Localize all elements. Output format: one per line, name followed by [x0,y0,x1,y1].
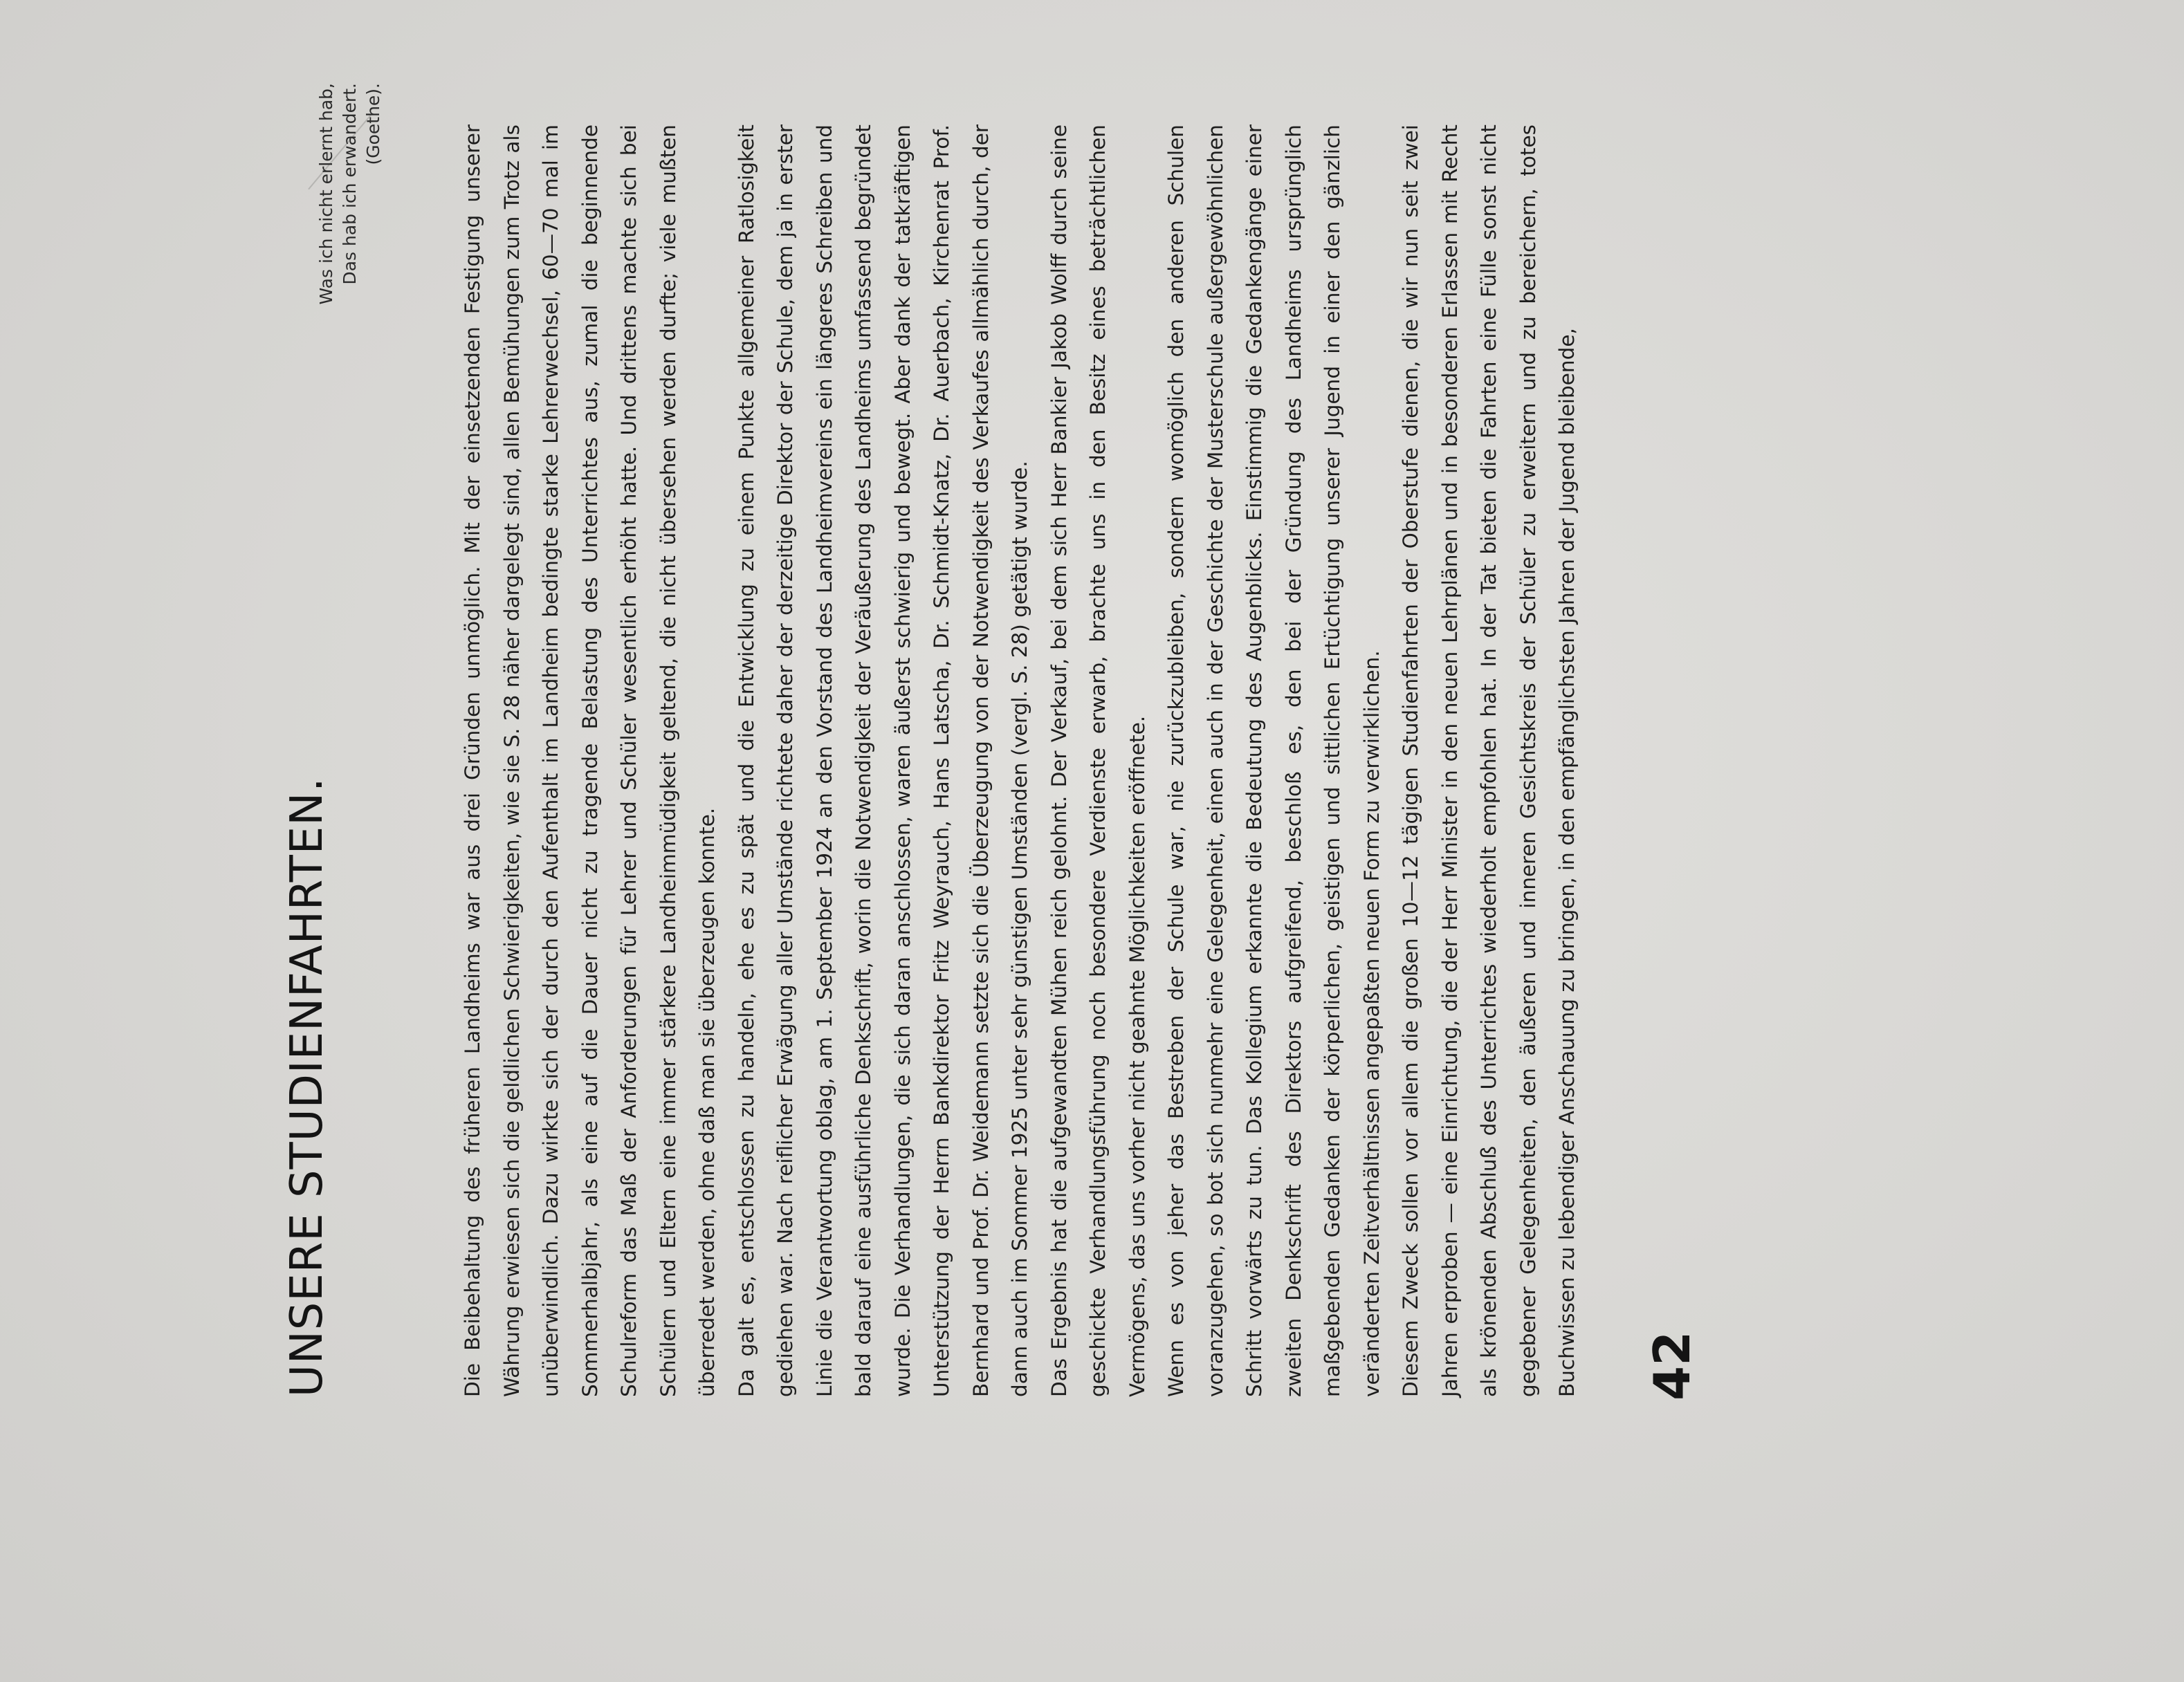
paragraph-3: Das Ergebnis hat die aufgewandten Mühen reich gelohnt. Der Verkauf, bei dem sich Herr Bankier Jakob Wolff durch seine geschickte Verhandlungsführung noch besondere Verdienste erwarb, brachte uns in den Besitz eines beträchtlichen Vermögens, das uns vorher nicht geahnte Möglichkeiten eröffnete. [1047,124,1149,1397]
rotated-document-page [273,83,1968,1515]
body-text [453,124,1587,1397]
motto-line-2: Das hab ich erwandert. [340,83,360,285]
motto-line-1: Was ich nicht erlernt hab, [316,83,336,305]
paragraph-2: Da galt es, entschlossen zu handeln, ehe es zu spät und die Entwicklung zu einem Punkte allgemeiner Ratlosigkeit gediehen war. Nach reiflicher Erwägung aller Umstände richtete daher der derzeitige Direktor der Schule, dem ja in erster Linie die Verantwortung oblag, am 1. September 1924 an den Vorstand des Landheimvereins ein längeres Schreiben und bald darauf eine ausführliche Denkschrift, worin die Notwendigkeit der Veräußerung des Landheims umfassend begründet wurde. Die Verhandlungen, die sich daran anschlossen, waren äußerst schwierig und bewegt. Aber dank der tatkräftigen Unterstützung der Herrn Bankdirektor Fritz Weyrauch, Hans Latscha, Dr. Schmidt-Knatz, Dr. Auerbach, Kirchenrat Prof. Bernhard und Prof. Dr. Weidemann setzte sich die Überzeugung von der Notwendigkeit des Verkaufes allmählich durch, der dann auch im Sommer 1925 unter sehr günstigen Umständen (vergl. S. 28) getätigt wurde. [734,124,1031,1397]
paragraph-1: Die Beibehaltung des früheren Landheims war aus drei Gründen unmöglich. Mit der einsetzenden Festigung unserer Währung erwiesen sich die geldlichen Schwierigkeiten, wie sie S. 28 näher dargelegt sind, allen Bemühungen zum Trotz als unüberwindlich. Dazu wirkte sich der durch den Aufenthalt im Landheim bedingte starke Lehrerwechsel, 60—70 mal im Sommerhalbjahr, als eine auf die Dauer nicht zu tragende Belastung des Unterrichtes aus, zumal die beginnende Schulreform das Maß der Anforderungen für Lehrer und Schüler wesentlich erhöht hatte. Und drittens machte sich bei Schülern und Eltern eine immer stärkere Landheimmüdigkeit geltend, die nicht übersehen werden durfte; viele mußten überredet werden, ohne daß man sie überzeugen konnte. [461,124,719,1397]
page-number: 42 [1643,1331,1701,1401]
paragraph-4: Wenn es von jeher das Bestreben der Schule war, nie zurückzubleiben, sondern womöglich den anderen Schulen voranzugehen, so bot sich nunmehr eine Gelegenheit, einen auch in der Geschichte der Musterschule außergewöhnlichen Schritt vorwärts zu tun. Das Kollegium erkannte die Bedeutung des Augenblicks. Einstimmig die Gedankengänge einer zweiten Denkschrift des Direktors aufgreifend, beschloß es, den bei der Gründung des Landheims ursprünglich maßgebenden Gedanken der körperlichen, geistigen und sittlichen Ertüchtigung unserer Jugend in einer den gänzlich veränderten Zeitverhältnissen angepaßten neuen Form zu verwirklichen. [1164,124,1384,1397]
motto-author: (Goethe). [363,83,383,165]
paragraph-5: Diesem Zweck sollen vor allem die großen 10—12 tägigen Studienfahrten der Oberstufe dienen, die wir nun seit zwei Jahren erproben — eine Einrichtung, die der Herr Minister in den neuen Lehrplänen und in besonderen Erlassen mit Recht als krönenden Abschluß des Unterrichtes wiederholt empfohlen hat. In der Tat bieten die Fahrten eine Fülle sonst nicht gegebener Gelegenheiten, den äußeren und inneren Gesichtskreis der Schüler zu erweitern und zu bereichern, totes Buchwissen zu lebendiger Anschauung zu bringen, in den empfänglichsten Jahren der Jugend bleibende, [1399,124,1579,1397]
page-title: UNSERE STUDIENFAHRTEN. [282,777,333,1397]
goethe-motto [315,83,385,380]
